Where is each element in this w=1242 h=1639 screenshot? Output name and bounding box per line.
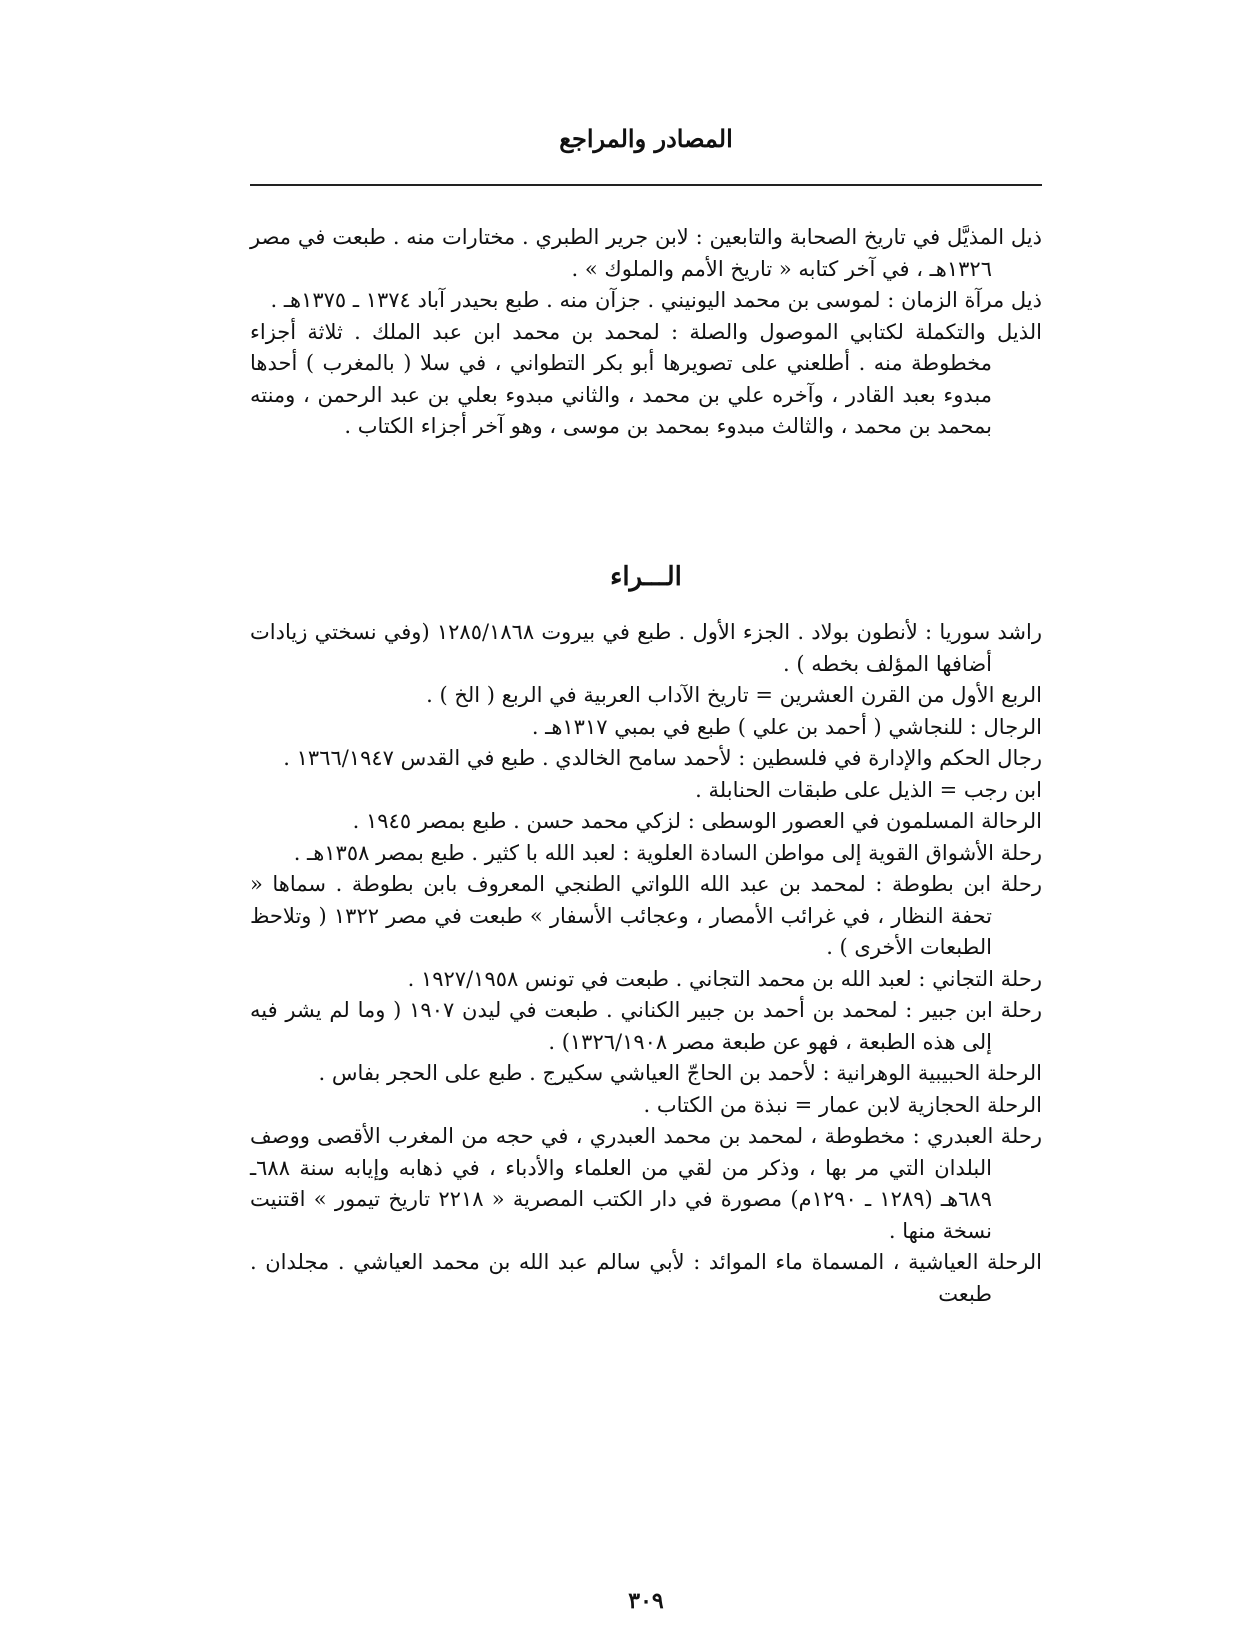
bibliography-entry: رحلة العبدري : مخطوطة ، لمحمد بن محمد العبدري ، في حجه من المغرب الأقصى ووصف البلدان التي مر بها ، وذكر من لقي من العلماء والأدباء ، في ذهابه وإيابه سنة ٦٨٨ـ ٦٨٩هـ (١٢٨٩ ـ ١٢٩٠م) مصورة في دار الكتب المصرية « ٢٢١٨ تاريخ تيمور » اقتنيت نسخة منها . <box>250 1124 1042 1243</box>
section-dhal-entries <box>250 222 1042 443</box>
bibliography-entry: الرحلة العياشية ، المسماة ماء الموائد : لأبي سالم عبد الله بن محمد العياشي . مجلدان . طبعت <box>250 1250 1042 1306</box>
bibliography-entry: رجال الحكم والإدارة في فلسطين : لأحمد سامح الخالدي . طبع في القدس ١٣٦٦/١٩٤٧ . <box>283 746 1042 770</box>
page-header-title: المصادر والمراجع <box>559 124 733 153</box>
header-rule <box>250 184 1042 186</box>
section-title-ra: الـــراء <box>610 562 682 592</box>
bibliography-entry: الرحلة الحجازية لابن عمار = نبذة من الكتاب . <box>643 1092 1042 1117</box>
bibliography-entry: رحلة ابن بطوطة : لمحمد بن عبد الله اللواتي الطنجي المعروف بابن بطوطة . سماها « تحفة النظار ، في غرائب الأمصار ، وعجائب الأسفار » طبعت في مصر ١٣٢٢ ( وتلاحظ الطبعات الأخرى ) . <box>250 872 1042 959</box>
bibliography-entry: رحلة ابن جبير : لمحمد بن أحمد بن جبير الكناني . طبعت في ليدن ١٩٠٧ ( وما لم يشر فيه إلى هذه الطبعة ، فهو عن طبعة مصر ١٣٢٦/١٩٠٨) . <box>250 998 1042 1054</box>
bibliography-entry: رحلة الأشواق القوية إلى مواطن السادة العلوية : لعبد الله با كثير . طبع بمصر ١٣٥٨هـ . <box>293 840 1042 865</box>
bibliography-entry: الرحلة الحبيبية الوهرانية : لأحمد بن الحاجّ العياشي سكيرج . طبع على الحجر بفاس . <box>318 1061 1042 1085</box>
bibliography-entry: ابن رجب = الذيل على طبقات الحنابلة . <box>695 777 1042 802</box>
bibliography-entry: الرجال : للنجاشي ( أحمد بن علي ) طبع في بمبي ١٣١٧هـ . <box>531 714 1042 739</box>
section-ra-entries <box>250 617 1042 1310</box>
bibliography-entry: ذيل مرآة الزمان : لموسى بن محمد اليونيني . جزآن منه . طبع بحيدر آباد ١٣٧٤ ـ ١٣٧٥هـ . <box>270 288 1042 312</box>
bibliography-entry: رحلة التجاني : لعبد الله بن محمد التجاني . طبعت في تونس ١٩٢٧/١٩٥٨ . <box>407 966 1042 991</box>
bibliography-entry: ذيل المذيَّل في تاريخ الصحابة والتابعين : لابن جرير الطبري . مختارات منه . طبعت في مصر ١٣٢٦هـ ، في آخر كتابه « تاريخ الأمم والملوك » . <box>250 225 1042 281</box>
page-number: ٣٠٩ <box>628 1588 664 1614</box>
bibliography-entry: راشد سوريا : لأنطون بولاد . الجزء الأول . طبع في بيروت ١٢٨٥/١٨٦٨ (وفي نسختي زيادات أضافها المؤلف بخطه ) . <box>250 620 1043 676</box>
bibliography-entry: الربع الأول من القرن العشرين = تاريخ الآداب العربية في الربع ( الخ ) . <box>426 683 1042 707</box>
bibliography-entry: الرحالة المسلمون في العصور الوسطى : لزكي محمد حسن . طبع بمصر ١٩٤٥ . <box>352 809 1042 833</box>
bibliography-entry: الذيل والتكملة لكتابي الموصول والصلة : لمحمد بن محمد ابن عبد الملك . ثلاثة أجزاء مخطوطة منه . أطلعني على تصويرها أبو بكر التطواني ، في سلا ( بالمغرب ) أحدها مبدوء بعبد القادر ، وآخره علي بن محمد ، والثاني مبدوء بعلي بن عبد الرحمن ، ومنته بمحمد بن محمد ، والثالث مبدوء بمحمد بن موسى ، وهو آخر أجزاء الكتاب . <box>250 319 1042 438</box>
